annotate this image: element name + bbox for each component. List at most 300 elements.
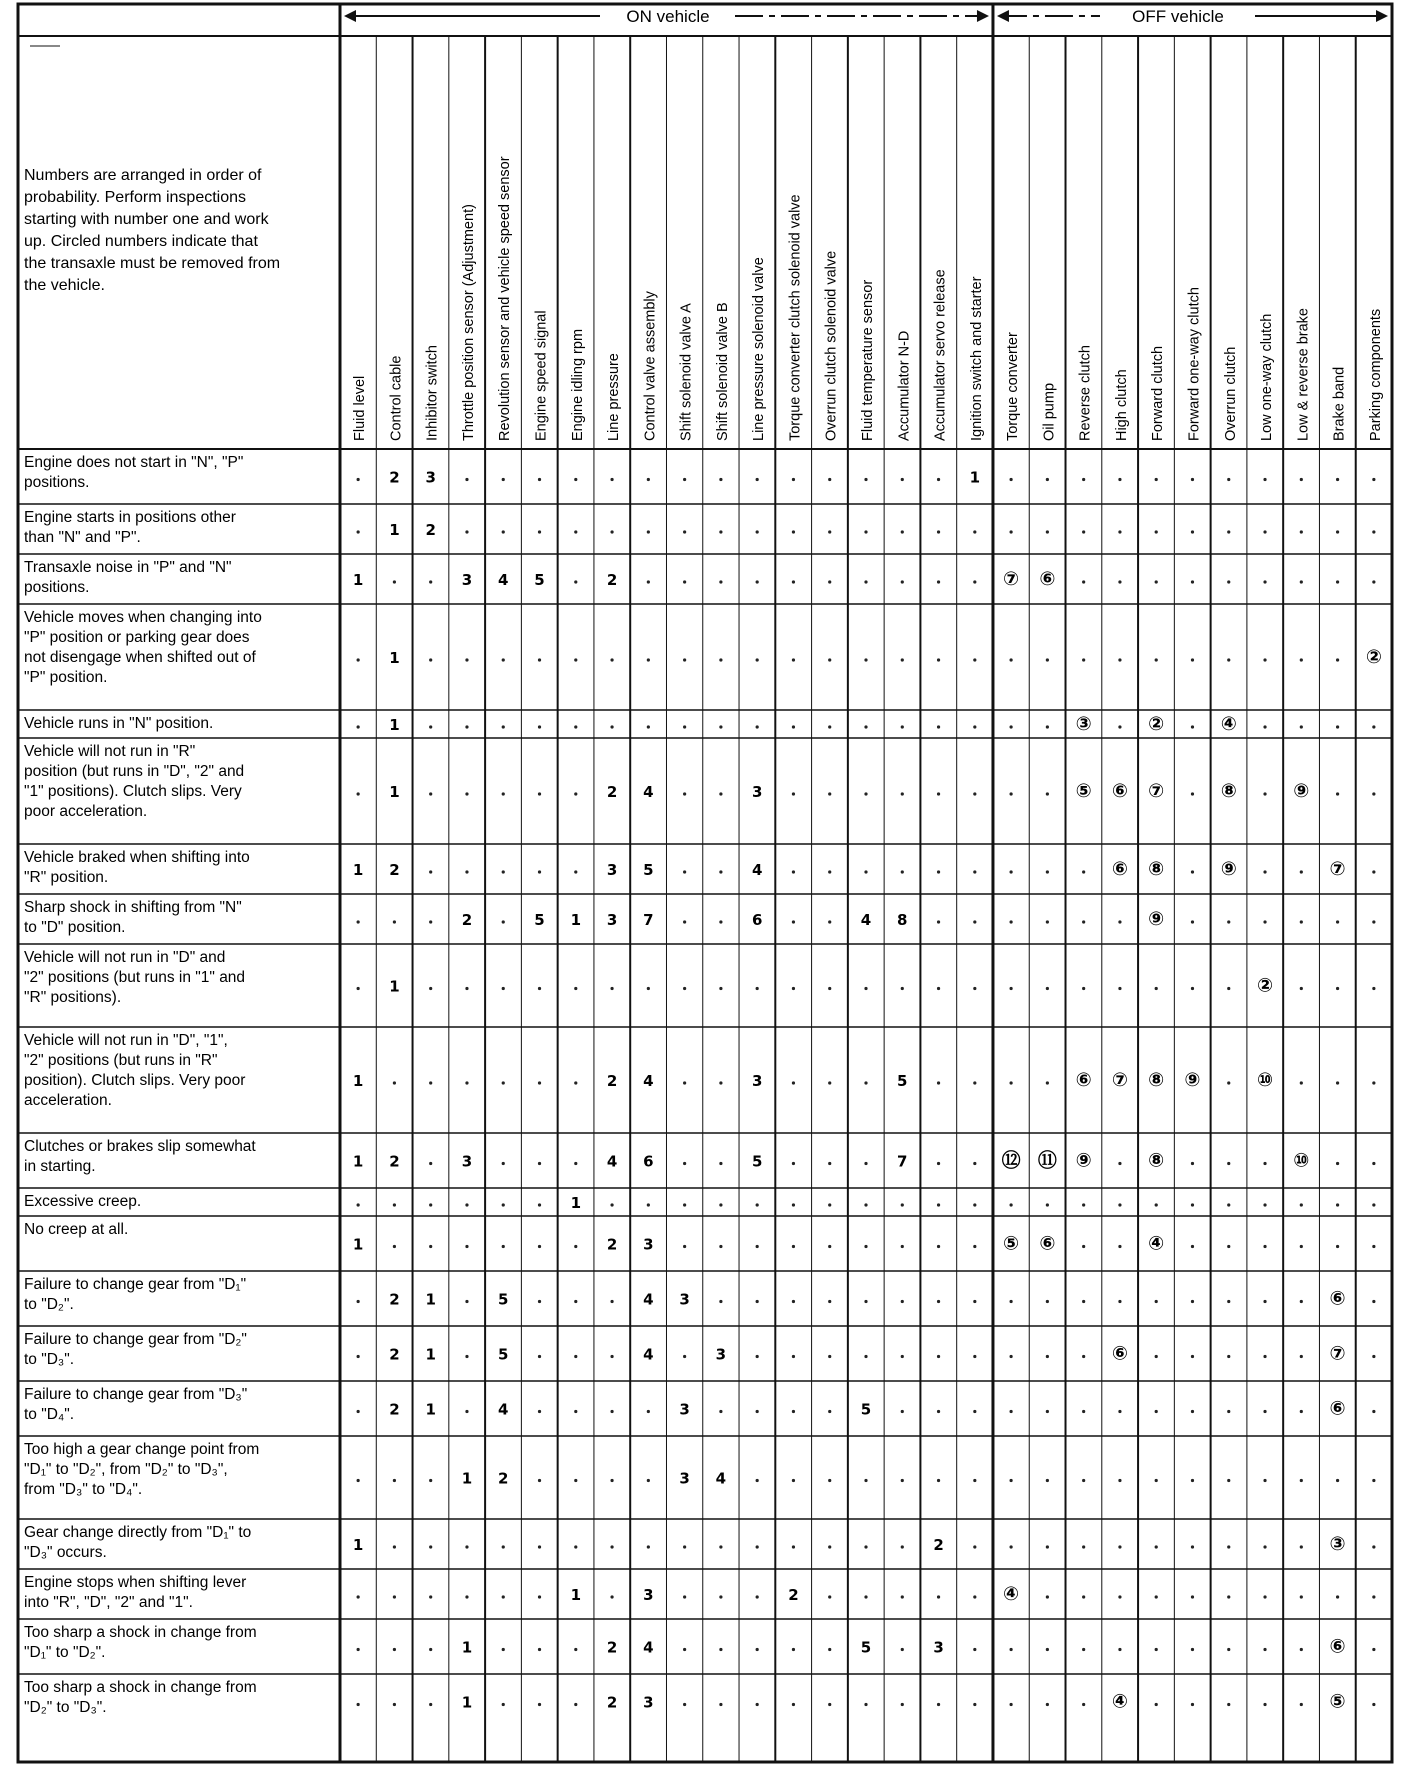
empty-cell-dot xyxy=(1263,870,1266,873)
priority-mark: 2 xyxy=(606,1072,618,1090)
empty-cell-dot xyxy=(1046,1081,1049,1084)
empty-cell-dot xyxy=(1155,1648,1158,1651)
priority-mark: 4 xyxy=(498,1400,509,1419)
empty-cell-dot xyxy=(610,658,613,661)
empty-cell-dot xyxy=(538,1479,541,1482)
empty-cell-dot xyxy=(647,725,650,728)
empty-cell-dot xyxy=(756,987,759,990)
priority-mark: 1 xyxy=(425,1345,436,1364)
empty-cell-dot xyxy=(828,1245,831,1248)
empty-cell-dot xyxy=(1227,1595,1230,1598)
empty-cell-dot xyxy=(1191,1703,1194,1706)
empty-cell-dot xyxy=(538,478,541,481)
priority-mark: 2 xyxy=(425,521,436,539)
empty-cell-dot xyxy=(792,1703,795,1706)
priority-mark: 1 xyxy=(352,1235,364,1254)
column-header: High clutch xyxy=(1113,369,1130,441)
empty-cell-dot xyxy=(429,870,432,873)
circled-priority-mark: ⑤ xyxy=(1075,780,1092,802)
empty-cell-dot xyxy=(1082,920,1085,923)
empty-cell-dot xyxy=(683,920,686,923)
empty-cell-dot xyxy=(937,658,940,661)
empty-cell-dot xyxy=(610,1203,613,1206)
empty-cell-dot xyxy=(864,1355,867,1358)
empty-cell-dot xyxy=(973,1245,976,1248)
empty-cell-dot xyxy=(502,1545,505,1548)
empty-cell-dot xyxy=(901,1595,904,1598)
empty-cell-dot xyxy=(1118,580,1121,583)
priority-mark: 1 xyxy=(389,783,400,801)
empty-cell-dot xyxy=(683,1648,686,1651)
symptom-text: Engine does not start in "N", "P" positions. xyxy=(24,454,244,491)
empty-cell-dot xyxy=(1227,1545,1230,1548)
empty-cell-dot xyxy=(828,1355,831,1358)
symptom-text: Sharp shock in shifting from "N" to "D" position. xyxy=(24,899,242,936)
empty-cell-dot xyxy=(574,1545,577,1548)
column-header: Torque converter clutch solenoid valve xyxy=(787,194,804,441)
table-row xyxy=(24,1193,1375,1212)
empty-cell-dot xyxy=(357,920,360,923)
empty-cell-dot xyxy=(719,1703,722,1706)
empty-cell-dot xyxy=(574,1355,577,1358)
empty-cell-dot xyxy=(538,1245,541,1248)
empty-cell-dot xyxy=(1263,658,1266,661)
empty-cell-dot xyxy=(1010,658,1013,661)
priority-mark: 4 xyxy=(751,861,763,879)
empty-cell-dot xyxy=(538,1410,541,1413)
empty-cell-dot xyxy=(937,1703,940,1706)
empty-cell-dot xyxy=(864,580,867,583)
empty-cell-dot xyxy=(901,792,904,795)
empty-cell-dot xyxy=(828,1081,831,1084)
empty-cell-dot xyxy=(502,1162,505,1165)
empty-cell-dot xyxy=(1336,987,1339,990)
empty-cell-dot xyxy=(683,1081,686,1084)
empty-cell-dot xyxy=(973,580,976,583)
empty-cell-dot xyxy=(610,530,613,533)
empty-cell-dot xyxy=(574,792,577,795)
priority-mark: 1 xyxy=(461,1693,473,1712)
empty-cell-dot xyxy=(1263,920,1266,923)
empty-cell-dot xyxy=(1118,1300,1121,1303)
empty-cell-dot xyxy=(1372,478,1375,481)
empty-cell-dot xyxy=(828,530,831,533)
empty-cell-dot xyxy=(901,725,904,728)
empty-cell-dot xyxy=(792,478,795,481)
empty-cell-dot xyxy=(973,530,976,533)
empty-cell-dot xyxy=(574,1081,577,1084)
empty-cell-dot xyxy=(1155,1355,1158,1358)
empty-cell-dot xyxy=(683,1203,686,1206)
empty-cell-dot xyxy=(683,580,686,583)
empty-cell-dot xyxy=(1227,658,1230,661)
empty-cell-dot xyxy=(792,1545,795,1548)
table-row xyxy=(24,1221,1375,1255)
empty-cell-dot xyxy=(683,658,686,661)
empty-cell-dot xyxy=(1191,580,1194,583)
empty-cell-dot xyxy=(1191,1545,1194,1548)
empty-cell-dot xyxy=(1118,1648,1121,1651)
priority-mark: 1 xyxy=(352,1072,364,1090)
empty-cell-dot xyxy=(429,1703,432,1706)
priority-mark: 1 xyxy=(352,861,364,879)
empty-cell-dot xyxy=(357,530,360,533)
empty-cell-dot xyxy=(574,1479,577,1482)
priority-mark: 2 xyxy=(933,1536,944,1554)
empty-cell-dot xyxy=(1336,1203,1339,1206)
empty-cell-dot xyxy=(901,1203,904,1206)
empty-cell-dot xyxy=(864,1245,867,1248)
empty-cell-dot xyxy=(901,870,904,873)
priority-mark: 2 xyxy=(389,1345,400,1364)
empty-cell-dot xyxy=(1046,1648,1049,1651)
empty-cell-dot xyxy=(1010,1355,1013,1358)
empty-cell-dot xyxy=(1118,725,1121,728)
empty-cell-dot xyxy=(719,1595,722,1598)
empty-cell-dot xyxy=(393,1245,396,1248)
empty-cell-dot xyxy=(792,987,795,990)
priority-mark: 1 xyxy=(570,1194,582,1212)
empty-cell-dot xyxy=(864,1203,867,1206)
empty-cell-dot xyxy=(901,1648,904,1651)
empty-cell-dot xyxy=(937,1081,940,1084)
priority-mark: 5 xyxy=(860,1638,872,1657)
circled-priority-mark: ⑦ xyxy=(1329,858,1346,880)
empty-cell-dot xyxy=(1300,530,1303,533)
priority-mark: 2 xyxy=(461,911,473,929)
empty-cell-dot xyxy=(792,658,795,661)
empty-cell-dot xyxy=(1227,1648,1230,1651)
priority-mark: 1 xyxy=(425,1400,436,1419)
empty-cell-dot xyxy=(610,987,613,990)
circled-priority-mark: ④ xyxy=(1003,1583,1020,1605)
empty-cell-dot xyxy=(1046,1703,1049,1706)
column-header: Overrun clutch xyxy=(1222,346,1239,441)
empty-cell-dot xyxy=(756,1203,759,1206)
empty-cell-dot xyxy=(1300,1648,1303,1651)
column-header: Oil pump xyxy=(1041,382,1058,441)
empty-cell-dot xyxy=(1372,792,1375,795)
empty-cell-dot xyxy=(683,1545,686,1548)
empty-cell-dot xyxy=(393,1703,396,1706)
empty-cell-dot xyxy=(357,1648,360,1651)
empty-cell-dot xyxy=(1155,1545,1158,1548)
priority-mark: 3 xyxy=(679,1469,690,1488)
empty-cell-dot xyxy=(756,1410,759,1413)
empty-cell-dot xyxy=(756,478,759,481)
empty-cell-dot xyxy=(502,920,505,923)
empty-cell-dot xyxy=(574,1162,577,1165)
empty-cell-dot xyxy=(1118,1410,1121,1413)
empty-cell-dot xyxy=(973,1081,976,1084)
priority-mark: 4 xyxy=(606,1152,618,1171)
empty-cell-dot xyxy=(574,1245,577,1248)
empty-cell-dot xyxy=(1082,658,1085,661)
empty-cell-dot xyxy=(393,1545,396,1548)
empty-cell-dot xyxy=(828,1410,831,1413)
empty-cell-dot xyxy=(393,1479,396,1482)
circled-priority-mark: ⑧ xyxy=(1148,858,1165,880)
empty-cell-dot xyxy=(1046,725,1049,728)
empty-cell-dot xyxy=(1300,580,1303,583)
empty-cell-dot xyxy=(937,1203,940,1206)
empty-cell-dot xyxy=(901,1300,904,1303)
empty-cell-dot xyxy=(864,725,867,728)
empty-cell-dot xyxy=(937,580,940,583)
empty-cell-dot xyxy=(465,1203,468,1206)
empty-cell-dot xyxy=(864,792,867,795)
empty-cell-dot xyxy=(1336,725,1339,728)
empty-cell-dot xyxy=(610,1595,613,1598)
column-header: Accumulator servo release xyxy=(932,269,949,441)
table-row xyxy=(24,1138,1375,1175)
empty-cell-dot xyxy=(719,1410,722,1413)
priority-mark: 1 xyxy=(352,571,364,589)
circled-priority-mark: ③ xyxy=(1329,1533,1346,1555)
table-row xyxy=(24,1386,1375,1423)
empty-cell-dot xyxy=(1082,1300,1085,1303)
column-header: Fluid temperature sensor xyxy=(860,279,876,441)
priority-mark: 1 xyxy=(461,1469,473,1488)
empty-cell-dot xyxy=(357,1355,360,1358)
empty-cell-dot xyxy=(1263,1245,1266,1248)
column-header: Accumulator N-D xyxy=(896,330,913,441)
empty-cell-dot xyxy=(393,920,396,923)
table-row xyxy=(24,1276,1375,1313)
empty-cell-dot xyxy=(1082,1479,1085,1482)
circled-priority-mark: ⑥ xyxy=(1329,1287,1346,1310)
empty-cell-dot xyxy=(1263,530,1266,533)
empty-cell-dot xyxy=(465,478,468,481)
empty-cell-dot xyxy=(864,1479,867,1482)
empty-cell-dot xyxy=(756,1245,759,1248)
priority-mark: 3 xyxy=(643,1235,654,1254)
column-header: Forward clutch xyxy=(1150,345,1167,441)
column-header: Revolution sensor and vehicle speed sensor xyxy=(497,156,514,441)
empty-cell-dot xyxy=(973,725,976,728)
empty-cell-dot xyxy=(574,1410,577,1413)
empty-cell-dot xyxy=(973,1410,976,1413)
empty-cell-dot xyxy=(610,1300,613,1303)
circled-priority-mark: ⑦ xyxy=(1148,780,1165,802)
empty-cell-dot xyxy=(610,1410,613,1413)
empty-cell-dot xyxy=(828,1545,831,1548)
empty-cell-dot xyxy=(937,530,940,533)
table-row xyxy=(24,1524,1375,1561)
priority-mark: 2 xyxy=(389,1152,400,1171)
empty-cell-dot xyxy=(1372,987,1375,990)
arrow-right-icon xyxy=(1376,10,1388,22)
circled-priority-mark: ⑧ xyxy=(1148,1149,1165,1172)
empty-cell-dot xyxy=(1227,1081,1230,1084)
empty-cell-dot xyxy=(1227,580,1230,583)
circled-priority-mark: ③ xyxy=(1075,713,1092,735)
symptom-text: Vehicle will not run in "R" position (but runs in "D", "2" and "1" positions). Clutch slips. Very poor acceleration. xyxy=(24,743,245,820)
priority-mark: 2 xyxy=(606,1638,618,1657)
empty-cell-dot xyxy=(1010,1410,1013,1413)
empty-cell-dot xyxy=(828,1595,831,1598)
empty-cell-dot xyxy=(1372,530,1375,533)
empty-cell-dot xyxy=(1372,1355,1375,1358)
empty-cell-dot xyxy=(1046,870,1049,873)
empty-cell-dot xyxy=(756,1595,759,1598)
empty-cell-dot xyxy=(1191,792,1194,795)
empty-cell-dot xyxy=(1010,1545,1013,1548)
empty-cell-dot xyxy=(502,1703,505,1706)
empty-cell-dot xyxy=(1191,725,1194,728)
empty-cell-dot xyxy=(719,725,722,728)
empty-cell-dot xyxy=(465,1245,468,1248)
empty-cell-dot xyxy=(828,870,831,873)
empty-cell-dot xyxy=(393,1081,396,1084)
empty-cell-dot xyxy=(610,1479,613,1482)
column-header: Forward one-way clutch xyxy=(1186,287,1203,441)
empty-cell-dot xyxy=(1263,792,1266,795)
empty-cell-dot xyxy=(465,1300,468,1303)
circled-priority-mark: ⑦ xyxy=(1111,1069,1128,1091)
empty-cell-dot xyxy=(1191,658,1194,661)
empty-cell-dot xyxy=(1336,530,1339,533)
empty-cell-dot xyxy=(937,1355,940,1358)
empty-cell-dot xyxy=(574,658,577,661)
empty-cell-dot xyxy=(1263,1545,1266,1548)
empty-cell-dot xyxy=(357,658,360,661)
empty-cell-dot xyxy=(719,987,722,990)
empty-cell-dot xyxy=(683,1162,686,1165)
priority-mark: 6 xyxy=(643,1152,654,1171)
empty-cell-dot xyxy=(610,725,613,728)
intro-instructions: Numbers are arranged in order of probability. Perform inspections starting with number one and work up. Circled numbers indicate that the transaxle must be removed from the vehicle. xyxy=(24,167,281,294)
table-row xyxy=(24,509,1375,546)
empty-cell-dot xyxy=(1191,987,1194,990)
empty-cell-dot xyxy=(429,658,432,661)
symptom-text: Vehicle moves when changing into "P" position or parking gear does not disengage when shifted out of "P" position. xyxy=(24,609,262,686)
empty-cell-dot xyxy=(864,1545,867,1548)
empty-cell-dot xyxy=(973,792,976,795)
empty-cell-dot xyxy=(1227,1300,1230,1303)
empty-cell-dot xyxy=(756,1703,759,1706)
empty-cell-dot xyxy=(465,725,468,728)
empty-cell-dot xyxy=(1010,1300,1013,1303)
empty-cell-dot xyxy=(973,987,976,990)
priority-mark: 2 xyxy=(389,1290,400,1309)
empty-cell-dot xyxy=(1227,1245,1230,1248)
column-header: Overrun clutch solenoid valve xyxy=(823,250,840,441)
empty-cell-dot xyxy=(864,1081,867,1084)
empty-cell-dot xyxy=(719,478,722,481)
priority-mark: 3 xyxy=(606,911,618,929)
empty-cell-dot xyxy=(901,1355,904,1358)
circled-priority-mark: ⑨ xyxy=(1148,908,1165,930)
priority-mark: 3 xyxy=(933,1638,944,1657)
empty-cell-dot xyxy=(1155,1479,1158,1482)
empty-cell-dot xyxy=(1155,987,1158,990)
circled-priority-mark: ⑥ xyxy=(1111,780,1128,802)
empty-cell-dot xyxy=(502,725,505,728)
empty-cell-dot xyxy=(1372,1162,1375,1165)
table-row xyxy=(24,559,1375,596)
symptom-text: Too high a gear change point from "D₁" to "D₂", from "D₂" to "D₃", from "D₃" to "D₄". xyxy=(24,1441,260,1498)
empty-cell-dot xyxy=(683,870,686,873)
empty-cell-dot xyxy=(1155,530,1158,533)
empty-cell-dot xyxy=(1263,478,1266,481)
off-vehicle-label: OFF vehicle xyxy=(1132,7,1224,26)
priority-mark: 1 xyxy=(389,977,400,996)
empty-cell-dot xyxy=(429,1162,432,1165)
empty-cell-dot xyxy=(1227,1355,1230,1358)
empty-cell-dot xyxy=(1372,725,1375,728)
empty-cell-dot xyxy=(357,1703,360,1706)
table-row xyxy=(24,1441,1375,1498)
empty-cell-dot xyxy=(1155,580,1158,583)
empty-cell-dot xyxy=(1300,1300,1303,1303)
empty-cell-dot xyxy=(1300,1479,1303,1482)
empty-cell-dot xyxy=(864,478,867,481)
empty-cell-dot xyxy=(1336,1081,1339,1084)
empty-cell-dot xyxy=(1082,1545,1085,1548)
priority-mark: 1 xyxy=(389,649,400,667)
empty-cell-dot xyxy=(864,658,867,661)
empty-cell-dot xyxy=(610,478,613,481)
empty-cell-dot xyxy=(502,1081,505,1084)
empty-cell-dot xyxy=(756,725,759,728)
empty-cell-dot xyxy=(1336,1479,1339,1482)
priority-mark: 2 xyxy=(606,571,618,589)
empty-cell-dot xyxy=(683,478,686,481)
empty-cell-dot xyxy=(647,478,650,481)
empty-cell-dot xyxy=(357,725,360,728)
empty-cell-dot xyxy=(864,530,867,533)
empty-cell-dot xyxy=(1191,870,1194,873)
symptom-text: Transaxle noise in "P" and "N" positions. xyxy=(24,559,232,596)
column-header: Control cable xyxy=(388,355,405,441)
empty-cell-dot xyxy=(864,1162,867,1165)
empty-cell-dot xyxy=(973,1545,976,1548)
circled-priority-mark: ⑥ xyxy=(1329,1635,1346,1658)
column-header: Low & reverse brake xyxy=(1295,308,1312,441)
circled-priority-mark: ⑩ xyxy=(1293,1149,1310,1172)
empty-cell-dot xyxy=(357,792,360,795)
empty-cell-dot xyxy=(756,580,759,583)
priority-mark: 2 xyxy=(788,1586,799,1604)
empty-cell-dot xyxy=(828,1648,831,1651)
empty-cell-dot xyxy=(538,1355,541,1358)
empty-cell-dot xyxy=(719,1162,722,1165)
circled-priority-mark: ⑪ xyxy=(1037,1149,1057,1172)
empty-cell-dot xyxy=(1191,1595,1194,1598)
empty-cell-dot xyxy=(828,1479,831,1482)
empty-cell-dot xyxy=(719,792,722,795)
empty-cell-dot xyxy=(1372,1081,1375,1084)
empty-cell-dot xyxy=(1046,1479,1049,1482)
empty-cell-dot xyxy=(1300,870,1303,873)
arrow-left-icon xyxy=(344,10,356,22)
empty-cell-dot xyxy=(1263,1162,1266,1165)
priority-mark: 3 xyxy=(461,571,473,589)
empty-cell-dot xyxy=(1046,792,1049,795)
empty-cell-dot xyxy=(538,1648,541,1651)
empty-cell-dot xyxy=(610,1355,613,1358)
empty-cell-dot xyxy=(973,1479,976,1482)
empty-cell-dot xyxy=(1118,530,1121,533)
column-header: Fluid level xyxy=(352,375,369,441)
empty-cell-dot xyxy=(465,1545,468,1548)
empty-cell-dot xyxy=(756,1545,759,1548)
priority-mark: 5 xyxy=(643,861,654,879)
empty-cell-dot xyxy=(465,987,468,990)
empty-cell-dot xyxy=(502,792,505,795)
circled-priority-mark: ⑦ xyxy=(1003,568,1020,590)
